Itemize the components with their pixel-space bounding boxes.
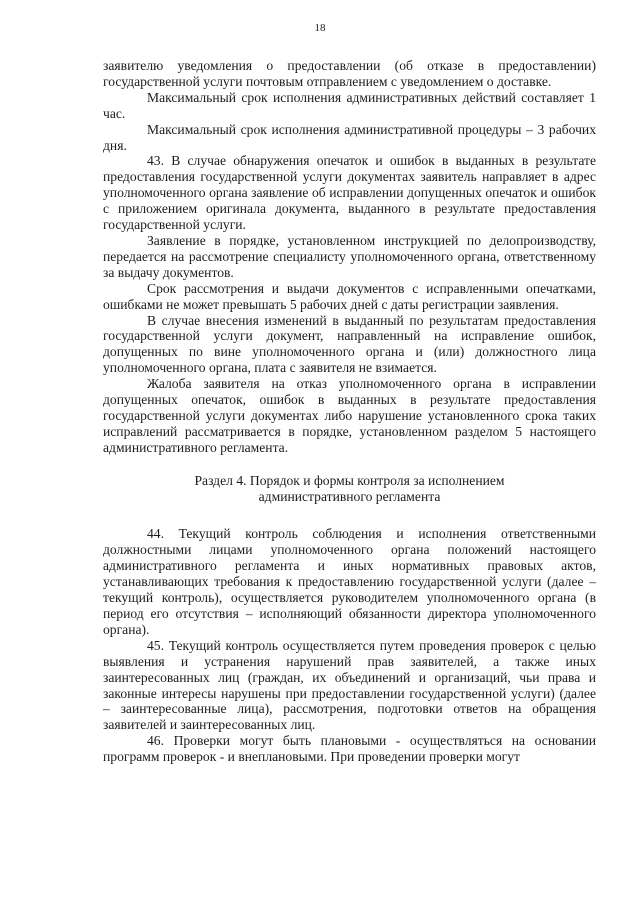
- paragraph: В случае внесения изменений в выданный по результатам предоставления государственной услуги документ, направленный на исправление ошибок, допущенных по вине уполномоченного органа и (или) должностного лица уполномоченного органа, плата с заявителя не взимается.: [103, 312, 596, 376]
- paragraph: 43. В случае обнаружения опечаток и ошибок в выданных в результате предоставления государственной услуги документах заявитель направляет в адрес уполномоченного органа заявление об исправлении допущенных опечаток и ошибок с приложением оригинала документа, выданного в результате предоставления государственной услуги.: [103, 153, 596, 233]
- section-heading-line1: Раздел 4. Порядок и формы контроля за исполнением: [194, 472, 505, 488]
- section-heading-line2: административного регламента: [258, 488, 441, 504]
- paragraph: 45. Текущий контроль осуществляется путем проведения проверок с целью выявления и устранения нарушений прав заявителей, а также иных заинтересованных лиц (граждан, их объединений и организаций, чьи права и законные интересы нарушены при предоставлении государственной услуги) (далее – заинтересованные лица), рассмотрения, подготовки ответов на обращения заявителей и заинтересованных лиц.: [103, 637, 596, 733]
- paragraph: Максимальный срок исполнения административной процедуры – 3 рабочих дня.: [103, 121, 596, 153]
- paragraph: 44. Текущий контроль соблюдения и исполнения ответственными должностными лицами уполномоченного органа положений настоящего административного регламента и иных нормативных правовых актов, устанавливающих требования к предоставлению государственной услуги (далее – текущий контроль), осуществляется руководителем уполномоченного органа (в период его отсутствия – исполняющий обязанности директора уполномоченного органа).: [103, 526, 596, 637]
- page-number: 18: [314, 22, 326, 34]
- paragraph: 46. Проверки могут быть плановыми - осуществляться на основании программ проверок - и внеплановыми. При проведении проверки могут: [103, 733, 596, 765]
- section-heading: [103, 473, 596, 505]
- paragraph: Жалоба заявителя на отказ уполномоченного органа в исправлении допущенных опечаток, ошибок в выданных в результате предоставления государственной услуги документах либо нарушение установленного срока таких исправлений рассматривается в порядке, установленном разделом 5 настоящего административного регламента.: [103, 376, 596, 455]
- paragraph: Максимальный срок исполнения административных действий составляет 1 час.: [103, 89, 596, 121]
- paragraph: заявителю уведомления о предоставлении (об отказе в предоставлении) государственной услуги почтовым отправлением с уведомлением о доставке.: [103, 58, 596, 89]
- paragraph: Заявление в порядке, установленном инструкцией по делопроизводству, передается на рассмотрение специалисту уполномоченного органа, ответственному за выдачу документов.: [103, 232, 596, 280]
- document-body: [103, 58, 596, 765]
- paragraph: Срок рассмотрения и выдачи документов с исправленными опечатками, ошибками не может превышать 5 рабочих дней с даты регистрации заявления.: [103, 280, 596, 312]
